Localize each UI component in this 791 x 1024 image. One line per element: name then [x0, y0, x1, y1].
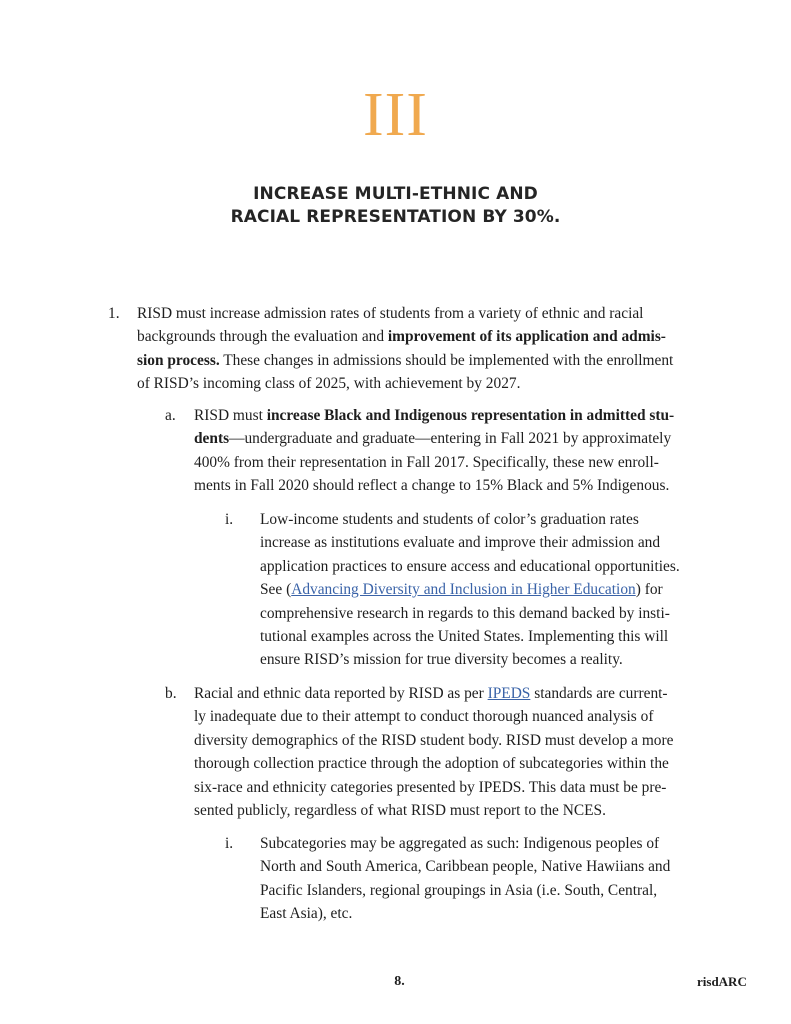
text-line: tutional examples across the United States. Implementing this will — [260, 628, 669, 646]
list-marker-i: i. — [225, 835, 234, 852]
text-line: North and South America, Caribbean people, Native Hawiians and — [260, 858, 671, 876]
list-item-1b — [194, 682, 673, 822]
text-line: diversity demographics of the RISD student body. RISD must develop a more — [194, 731, 674, 749]
bold-text: increase Black and Indigenous representation in admitted stu- — [266, 407, 675, 424]
section-heading-line: RACIAL REPRESENTATION BY 30%. — [230, 207, 561, 227]
page-number: 8. — [394, 974, 405, 989]
section-heading — [0, 183, 791, 229]
text-line: application practices to ensure access and educational opportunities. — [260, 557, 680, 575]
list-item-1b-i — [260, 832, 670, 926]
bold-text: sion process. — [137, 351, 220, 369]
list-marker-b: b. — [165, 685, 177, 702]
text-line: Subcategories may be aggregated as such: Indigenous peoples of — [260, 835, 660, 852]
bold-text: improvement of its application and admis- — [387, 328, 666, 346]
text-line: increase as institutions evaluate and improve their admission and — [260, 534, 661, 552]
text-span: ) for — [635, 581, 663, 599]
text-line — [137, 349, 673, 372]
text-line: RISD must increase admission rates of students from a variety of ethnic and racial — [137, 305, 644, 322]
footer-brand: risdARC — [697, 974, 747, 989]
list-marker-i: i. — [225, 511, 234, 528]
text-line: Low-income students and students of color’s graduation rates — [260, 511, 639, 528]
text-line: of RISD’s incoming class of 2025, with achievement by 2027. — [137, 375, 521, 393]
section-numeral: III — [363, 81, 428, 149]
text-span: See ( — [260, 581, 292, 599]
bold-text: dents — [194, 430, 230, 448]
text-line — [194, 682, 673, 705]
text-line: 400% from their representation in Fall 2017. Specifically, these new enroll- — [194, 453, 659, 471]
text-line: East Asia), etc. — [260, 905, 353, 923]
list-item-1a — [194, 404, 674, 498]
text-line: ensure RISD’s mission for true diversity becomes a reality. — [260, 651, 623, 669]
list-marker-1: 1. — [108, 305, 120, 322]
text-line: comprehensive research in regards to this demand backed by insti- — [260, 604, 670, 622]
text-line: ments in Fall 2020 should reflect a change to 15% Black and 5% Indigenous. — [194, 477, 670, 495]
section-heading-line: INCREASE MULTI-ETHNIC AND — [253, 184, 538, 204]
text-span: backgrounds through the evaluation and — [137, 328, 388, 346]
ipeds-link[interactable]: IPEDS — [487, 685, 531, 702]
list-item-1 — [137, 302, 673, 396]
text-line — [260, 578, 680, 601]
list-item-1a-i — [260, 508, 680, 672]
list-marker-a: a. — [165, 407, 176, 424]
text-line: Pacific Islanders, regional groupings in Asia (i.e. South, Central, — [260, 881, 658, 899]
text-span: These changes in admissions should be implemented with the enrollment — [219, 351, 674, 369]
text-line — [194, 427, 674, 450]
text-line: thorough collection practice through the adoption of subcategories within the — [194, 755, 669, 773]
text-span: RISD must — [194, 407, 267, 424]
text-line: ly inadequate due to their attempt to conduct thorough nuanced analysis of — [194, 708, 654, 726]
text-line — [137, 325, 673, 348]
text-span: standards are current- — [530, 685, 668, 702]
advancing-diversity-link[interactable]: Advancing Diversity and Inclusion in Higher Education — [291, 581, 636, 599]
text-span: —undergraduate and graduate—entering in Fall 2021 by approximately — [229, 430, 672, 448]
text-span: Racial and ethnic data reported by RISD as per — [194, 685, 488, 702]
text-line: six-race and ethnicity categories presented by IPEDS. This data must be pre- — [194, 778, 667, 796]
text-line — [194, 404, 674, 427]
text-line: sented publicly, regardless of what RISD must report to the NCES. — [194, 802, 606, 820]
